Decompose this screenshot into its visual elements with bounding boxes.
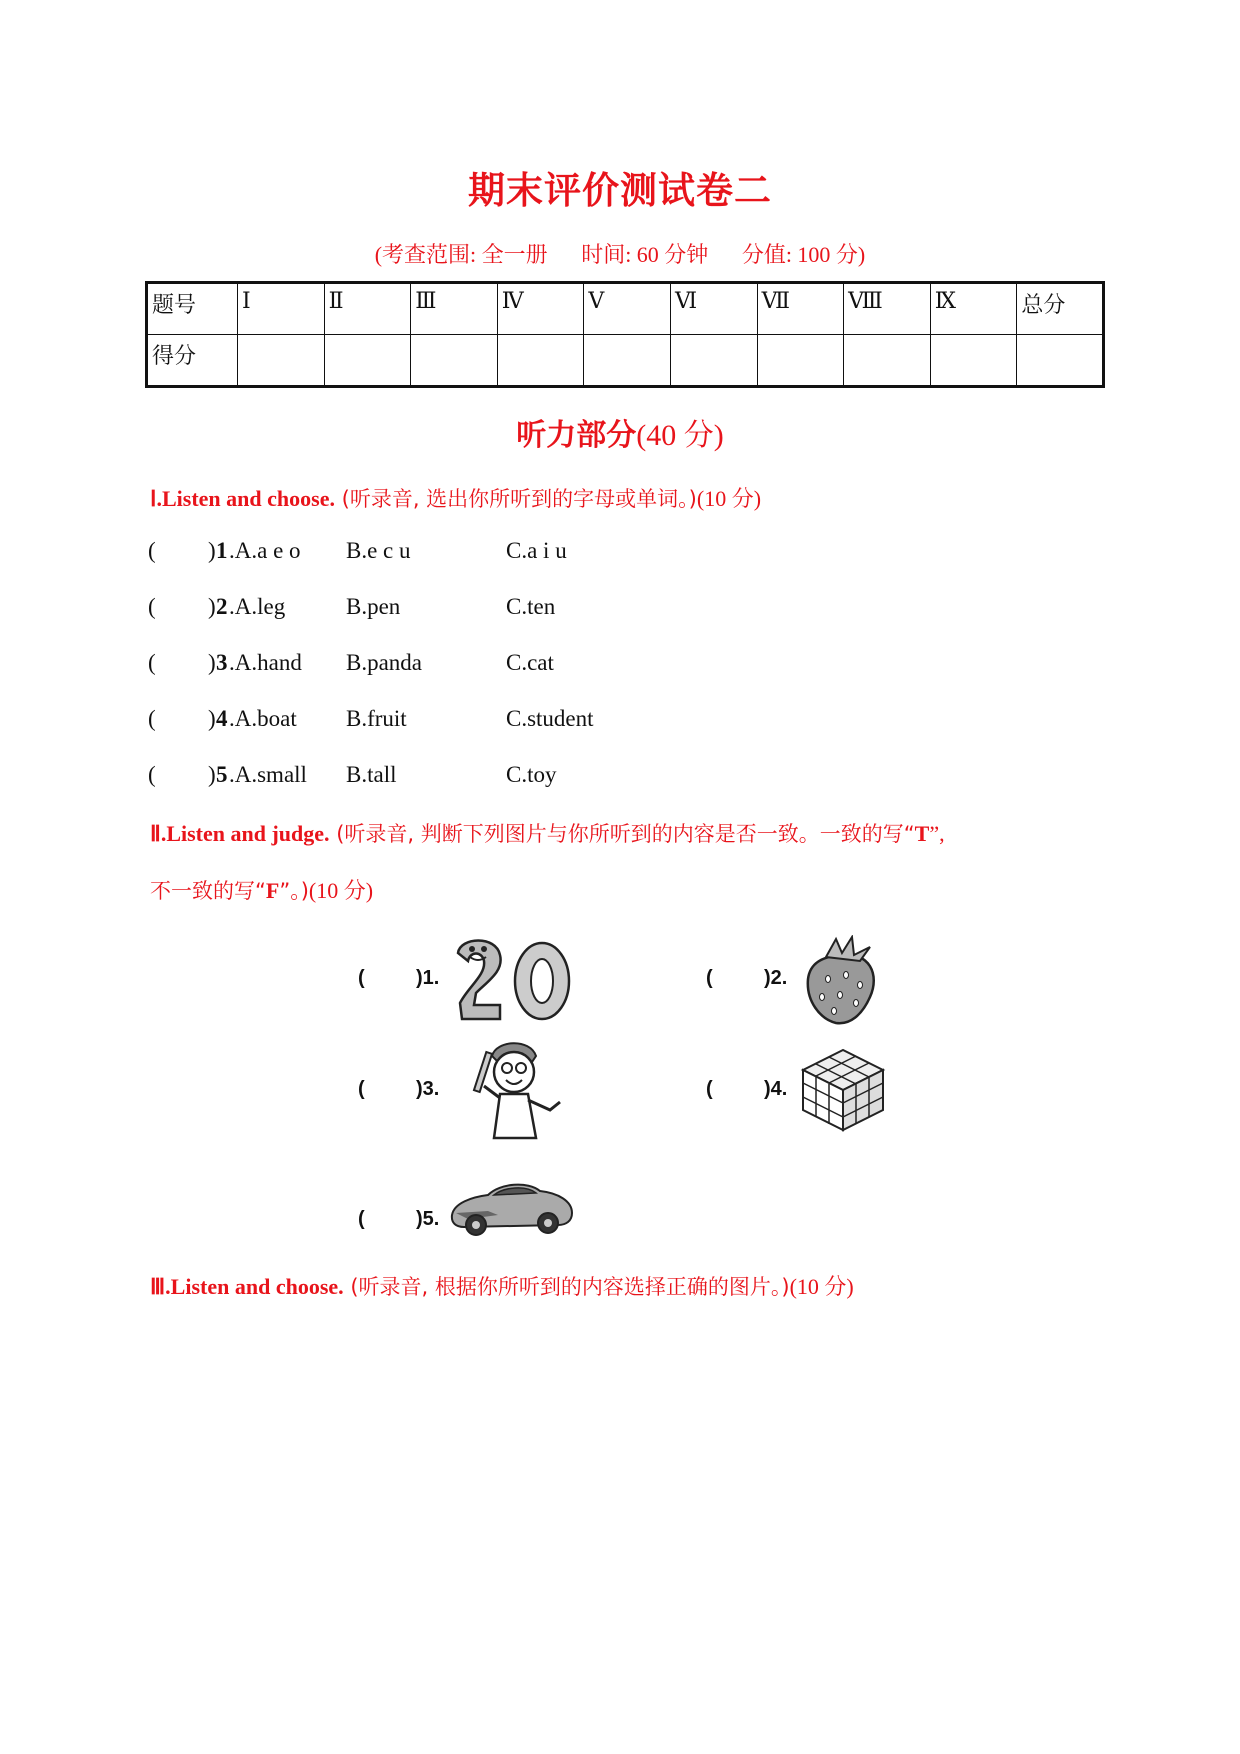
answer-bracket[interactable]: ( bbox=[358, 967, 365, 989]
question-number-label: 题号 bbox=[147, 283, 238, 335]
score-cell[interactable] bbox=[497, 335, 584, 387]
q2-heading-en: Ⅱ.Listen and judge. bbox=[150, 821, 330, 846]
question-2-heading-line2 bbox=[150, 874, 373, 905]
answer-bracket-close: ) bbox=[208, 650, 216, 675]
q3-points: (10 分) bbox=[789, 1274, 854, 1299]
answer-bracket-close: ) bbox=[208, 706, 216, 731]
answer-bracket[interactable]: ( bbox=[148, 650, 156, 675]
score-col-header: Ⅰ bbox=[238, 283, 325, 335]
score-table-header-row bbox=[147, 283, 1104, 335]
q2-heading-cn-line1: (听录音, 判断下列图片与你所听到的内容是否一致。一致的写“ bbox=[329, 822, 915, 846]
listening-heading-text: 听力部分 bbox=[516, 418, 637, 453]
answer-bracket[interactable]: ( bbox=[148, 762, 156, 787]
option-b: B.fruit bbox=[346, 706, 407, 731]
item-number: 5 bbox=[216, 762, 228, 787]
item-number: )3. bbox=[416, 1078, 440, 1100]
score-label: 得分 bbox=[147, 335, 238, 387]
option-a: .A.small bbox=[229, 762, 307, 787]
score-table-score-row bbox=[147, 335, 1104, 387]
score-cell[interactable] bbox=[757, 335, 844, 387]
cube-puzzle-icon bbox=[797, 1040, 889, 1132]
item-number: )5. bbox=[416, 1208, 440, 1230]
q1-heading-en: Ⅰ.Listen and choose. bbox=[150, 486, 335, 511]
exam-scope: (考查范围: 全一册 bbox=[374, 242, 548, 267]
answer-bracket-close: ) bbox=[208, 594, 216, 619]
item-number: )1. bbox=[416, 967, 440, 989]
score-col-header: Ⅷ bbox=[844, 283, 931, 335]
option-b: B.pen bbox=[346, 594, 401, 619]
score-col-header: Ⅴ bbox=[584, 283, 671, 335]
score-cell[interactable] bbox=[670, 335, 757, 387]
boy-with-crayon-icon bbox=[470, 1038, 568, 1146]
answer-bracket[interactable]: ( bbox=[706, 967, 713, 989]
score-col-header: Ⅵ bbox=[670, 283, 757, 335]
score-col-header: Ⅶ bbox=[757, 283, 844, 335]
question-3-heading bbox=[150, 1270, 854, 1301]
option-a: .A.a e o bbox=[229, 538, 301, 563]
option-b: B.panda bbox=[346, 650, 423, 675]
option-c: C.a i u bbox=[506, 538, 567, 563]
option-c: C.toy bbox=[506, 762, 557, 787]
q3-heading-en: Ⅲ.Listen and choose. bbox=[150, 1274, 344, 1299]
score-cell[interactable] bbox=[584, 335, 671, 387]
exam-time: 时间: 60 分钟 bbox=[581, 242, 709, 267]
answer-bracket[interactable]: ( bbox=[706, 1078, 713, 1100]
score-col-header: Ⅸ bbox=[930, 283, 1017, 335]
option-c: C.cat bbox=[506, 650, 554, 675]
q1-points: (10 分) bbox=[696, 486, 762, 511]
q2-true-mark: T bbox=[914, 821, 930, 846]
page-title: 期末评价测试卷二 bbox=[468, 169, 772, 212]
q2-heading-cn-line2: 不一致的写“ bbox=[150, 879, 266, 903]
total-score-cell[interactable] bbox=[1017, 335, 1104, 387]
item-number: 2 bbox=[216, 594, 228, 619]
strawberry-icon bbox=[800, 935, 882, 1027]
total-score-header: 总分 bbox=[1017, 283, 1104, 335]
answer-bracket[interactable]: ( bbox=[148, 594, 156, 619]
score-table bbox=[145, 281, 1105, 388]
score-cell[interactable] bbox=[324, 335, 411, 387]
item-number: 3 bbox=[216, 650, 228, 675]
item-number: )2. bbox=[764, 967, 788, 989]
option-c: C.ten bbox=[506, 594, 556, 619]
exam-score: 分值: 100 分) bbox=[741, 242, 866, 267]
question-2-heading bbox=[150, 818, 945, 848]
option-a: .A.leg bbox=[229, 594, 286, 619]
answer-bracket-close: ) bbox=[208, 538, 216, 563]
answer-bracket[interactable]: ( bbox=[358, 1208, 365, 1230]
item-number: 1 bbox=[216, 538, 228, 563]
item-number: )4. bbox=[764, 1078, 788, 1100]
option-a: .A.boat bbox=[229, 706, 297, 731]
q1-heading-cn: (听录音, 选出你所听到的字母或单词。) bbox=[334, 487, 697, 511]
answer-bracket[interactable]: ( bbox=[358, 1078, 365, 1100]
score-cell[interactable] bbox=[411, 335, 498, 387]
option-c: C.student bbox=[506, 706, 594, 731]
option-b: B.e c u bbox=[346, 538, 411, 563]
exam-info bbox=[0, 238, 1240, 269]
q2-heading-cn-line2-end: ”。) bbox=[279, 879, 309, 903]
option-b: B.tall bbox=[346, 762, 397, 787]
q2-heading-cn-line1-end: ”, bbox=[929, 821, 945, 846]
score-col-header: Ⅱ bbox=[324, 283, 411, 335]
score-cell[interactable] bbox=[930, 335, 1017, 387]
q2-false-mark: F bbox=[265, 878, 280, 903]
score-cell[interactable] bbox=[238, 335, 325, 387]
answer-bracket[interactable]: ( bbox=[148, 538, 156, 563]
item-number: 4 bbox=[216, 706, 228, 731]
listening-section-heading bbox=[0, 410, 1240, 454]
q3-heading-cn: (听录音, 根据你所听到的内容选择正确的图片。) bbox=[343, 1275, 790, 1299]
score-col-header: Ⅲ bbox=[411, 283, 498, 335]
answer-bracket[interactable]: ( bbox=[148, 706, 156, 731]
number-twenty-icon bbox=[448, 935, 573, 1025]
score-cell[interactable] bbox=[844, 335, 931, 387]
listening-points: (40 分) bbox=[636, 419, 724, 452]
option-a: .A.hand bbox=[229, 650, 302, 675]
car-icon bbox=[448, 1175, 576, 1241]
answer-bracket-close: ) bbox=[208, 762, 216, 787]
score-col-header: Ⅳ bbox=[497, 283, 584, 335]
question-1-heading bbox=[150, 482, 761, 513]
q2-points: (10 分) bbox=[308, 878, 374, 903]
